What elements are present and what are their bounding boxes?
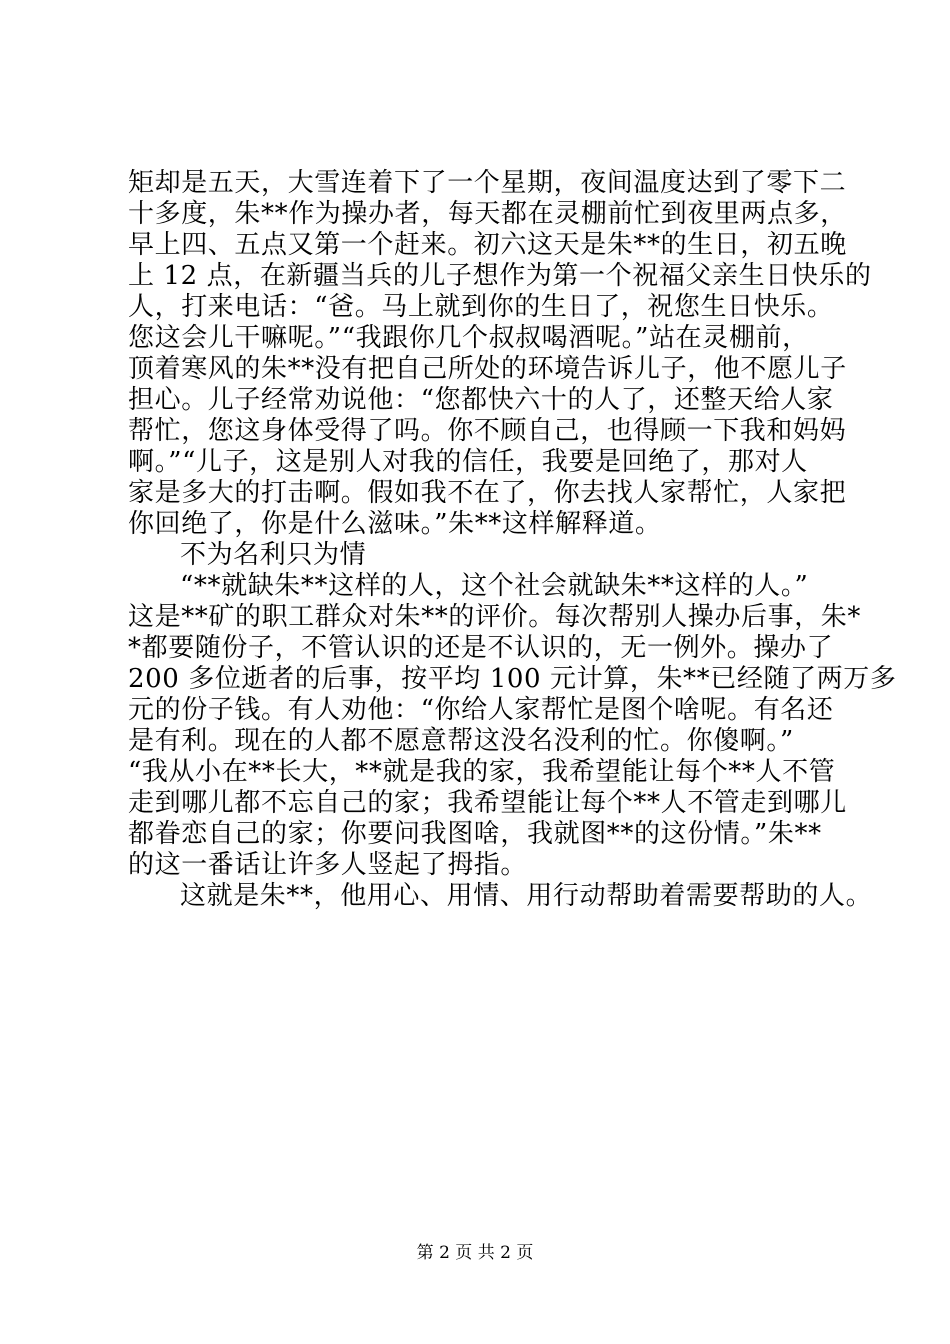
text-line: 元的份子钱。有人劝他：“你给人家帮忙是图个啥呢。有名还 xyxy=(128,695,834,725)
page-number: 第 2 页 共 2 页 xyxy=(416,1243,534,1263)
text-line: 人，打来电话：“爸。马上就到你的生日了，祝您生日快乐。 xyxy=(128,292,834,322)
text-line: 你回绝了，你是什么滋味。”朱**这样解释道。 xyxy=(128,509,662,539)
text-line: 帮忙，您这身体受得了吗。你不顾自己，也得顾一下我和妈妈 xyxy=(128,416,847,446)
page-footer xyxy=(0,1242,950,1264)
text-line: 您这会儿干嘛呢。”“我跟你几个叔叔喝酒呢。”站在灵棚前， xyxy=(128,323,809,353)
text-line: 的这一番话让许多人竖起了拇指。 xyxy=(128,850,528,880)
text-line: 早上四、五点又第一个赶来。初六这天是朱**的生日，初五晚 xyxy=(128,230,847,260)
text-line: 都眷恋自己的家；你要问我图啥，我就图**的这份情。”朱** xyxy=(128,819,822,849)
text-line: 上 12 点，在新疆当兵的儿子想作为第一个祝福父亲生日快乐的 xyxy=(128,261,872,291)
text-line: 走到哪儿都不忘自己的家；我希望能让每个**人不管走到哪儿 xyxy=(128,788,847,818)
text-line: *都要随份子，不管认识的还是不认识的，无一例外。操办了 xyxy=(128,633,834,663)
text-line: 这就是朱**，他用心、用情、用行动帮助着需要帮助的人。 xyxy=(180,881,873,911)
text-line: 家是多大的打击啊。假如我不在了，你去找人家帮忙，人家把 xyxy=(128,478,847,508)
text-line: 顶着寒风的朱**没有把自己所处的环境告诉儿子，他不愿儿子 xyxy=(128,354,847,384)
section-heading: 不为名利只为情 xyxy=(180,540,367,570)
text-line: 十多度，朱**作为操办者，每天都在灵棚前忙到夜里两点多， xyxy=(128,199,847,229)
text-line: “我从小在**长大，**就是我的家，我希望能让每个**人不管 xyxy=(128,757,836,787)
text-line: 这是**矿的职工群众对朱**的评价。每次帮别人操办后事，朱* xyxy=(128,602,862,632)
text-line: 担心。儿子经常劝说他：“您都快六十的人了，还整天给人家 xyxy=(128,385,834,415)
text-line: “**就缺朱**这样的人，这个社会就缺朱**这样的人。” xyxy=(180,571,809,601)
text-line: 是有利。现在的人都不愿意帮这没名没利的忙。你傻啊。” xyxy=(128,726,794,756)
text-line: 矩却是五天，大雪连着下了一个星期，夜间温度达到了零下二 xyxy=(128,168,847,198)
text-line: 200 多位逝者的后事，按平均 100 元计算，朱**已经随了两万多 xyxy=(128,664,897,694)
article-body xyxy=(128,168,897,912)
text-line: 啊。”“儿子，这是别人对我的信任，我要是回绝了，那对人 xyxy=(128,447,808,477)
